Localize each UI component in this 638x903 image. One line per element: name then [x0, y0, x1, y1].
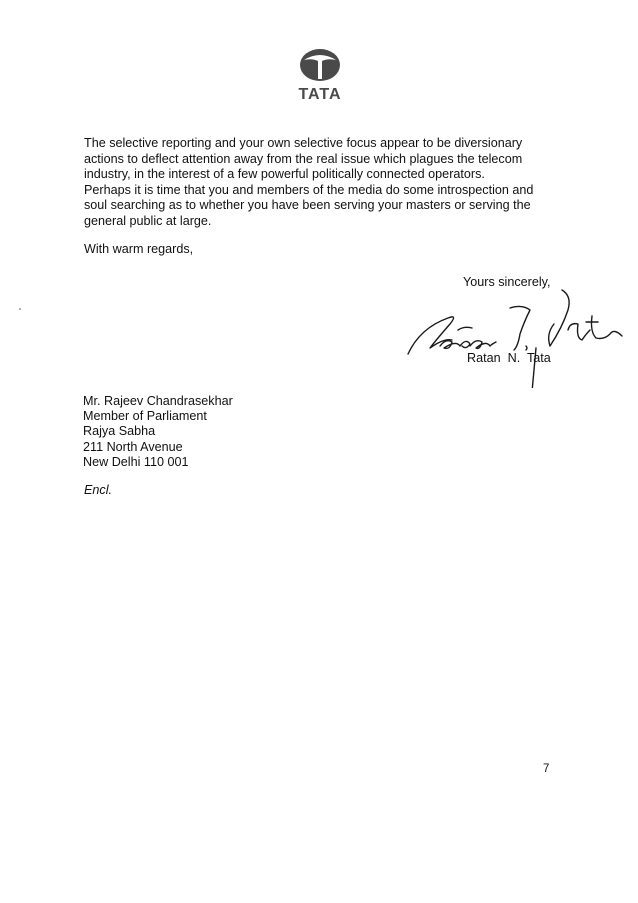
body-line: actions to deflect attention away from the real issue which plagues the telecom — [84, 151, 523, 166]
address-line: Mr. Rajeev Chandrasekhar — [83, 394, 233, 408]
body-line: The selective reporting and your own selective focus appear to be diversionary — [84, 136, 523, 150]
tata-wordmark: TATA — [298, 86, 342, 103]
greeting: With warm regards, — [84, 242, 194, 256]
body-line: industry, in the interest of a few powerful politically connected operators. — [84, 167, 485, 182]
tata-logo — [287, 46, 353, 106]
enclosure-note: Encl. — [84, 483, 112, 497]
handwritten-signature — [400, 288, 630, 388]
address-line: Member of Parliament — [83, 409, 207, 424]
closing: Yours sincerely, — [463, 275, 551, 289]
body-line: Perhaps it is time that you and members of the media do some introspection and — [84, 182, 534, 197]
address-line: Rajya Sabha — [83, 424, 156, 439]
letter-body — [84, 136, 558, 230]
address-line: 211 North Avenue — [83, 439, 183, 454]
body-line: general public at large. — [84, 213, 212, 228]
signer-name: Ratan N. Tata — [467, 351, 551, 365]
scan-speck — [19, 308, 21, 310]
recipient-address — [83, 394, 233, 470]
body-line: soul searching as to whether you have been serving your masters or serving the — [84, 198, 531, 213]
address-line: New Delhi 110 001 — [83, 454, 189, 469]
page-number: 7 — [543, 763, 550, 775]
tata-emblem-icon — [298, 46, 342, 84]
